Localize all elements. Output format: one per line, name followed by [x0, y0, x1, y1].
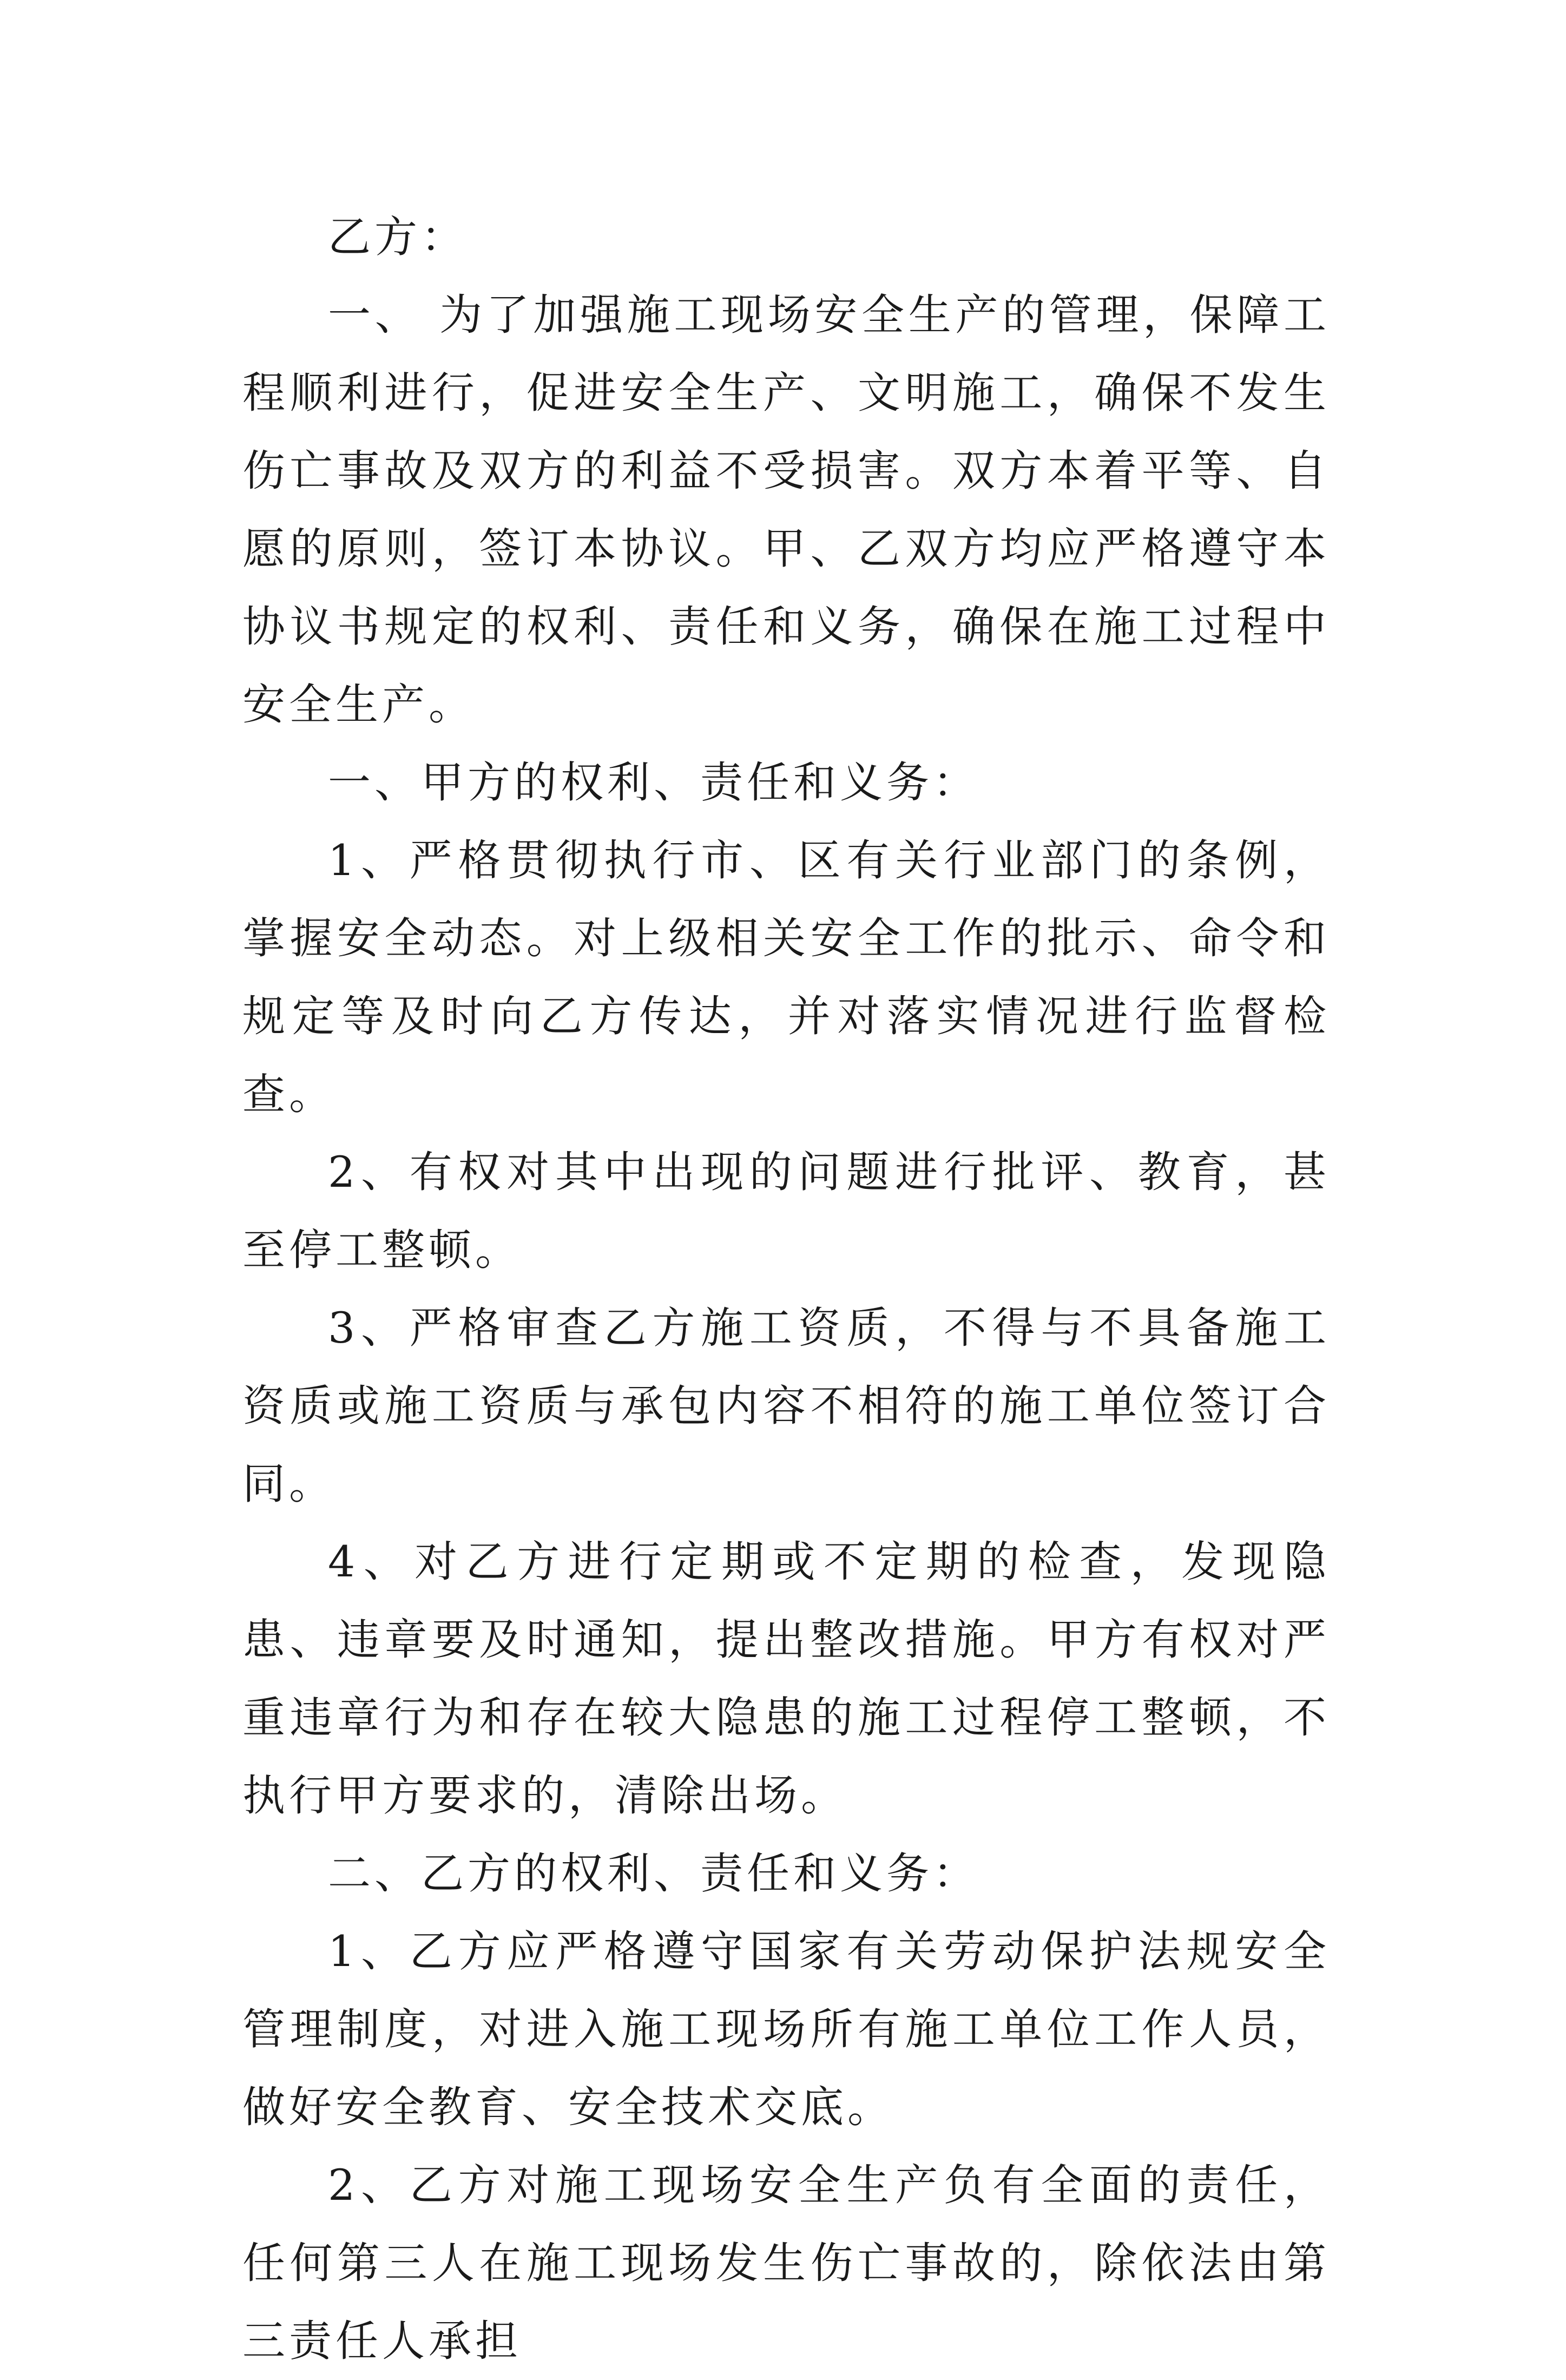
party-b-clause-2: 2、乙方对施工现场安全生产负有全面的责任，任何第三人在施工现场发生伤亡事故的，除依法由第三责任人承担	[242, 2160, 1330, 2366]
section-heading-party-a: 一、甲方的权利、责任和义务：	[328, 758, 979, 807]
intro-paragraph: 一、 为了加强施工现场安全生产的管理，保障工程顺利进行，促进安全生产、文明施工，确保不发生伤亡事故及双方的利益不受损害。双方本着平等、自愿的原则，签订本协议。甲、乙双方均应严格遵守本协议书规定的权利、责任和义务，确保在施工过程中安全生产。	[242, 290, 1330, 729]
document-body	[242, 198, 1330, 2380]
section-heading-party-b: 二、乙方的权利、责任和义务：	[328, 1849, 979, 1898]
party-a-clause-1: 1、严格贯彻执行市、区有关行业部门的条例，掌握安全动态。对上级相关安全工作的批示、命令和规定等及时向乙方传达，并对落实情况进行监督检查。	[242, 836, 1330, 1119]
party-a-clause-4: 4、对乙方进行定期或不定期的检查，发现隐患、违章要及时通知，提出整改措施。甲方有权对严重违章行为和存在较大隐患的施工过程停工整顿，不执行甲方要求的，清除出场。	[242, 1537, 1330, 1820]
party-a-clause-2: 2、有权对其中出现的问题进行批评、教育，甚至停工整顿。	[242, 1147, 1330, 1275]
party-b-label: 乙方：	[328, 212, 468, 262]
party-b-clause-1: 1、乙方应严格遵守国家有关劳动保护法规安全管理制度，对进入施工现场所有施工单位工作人员，做好安全教育、安全技术交底。	[242, 1927, 1330, 2132]
party-a-clause-3: 3、严格审查乙方施工资质，不得与不具备施工资质或施工资质与承包内容不相符的施工单位签订合同。	[242, 1303, 1330, 1509]
